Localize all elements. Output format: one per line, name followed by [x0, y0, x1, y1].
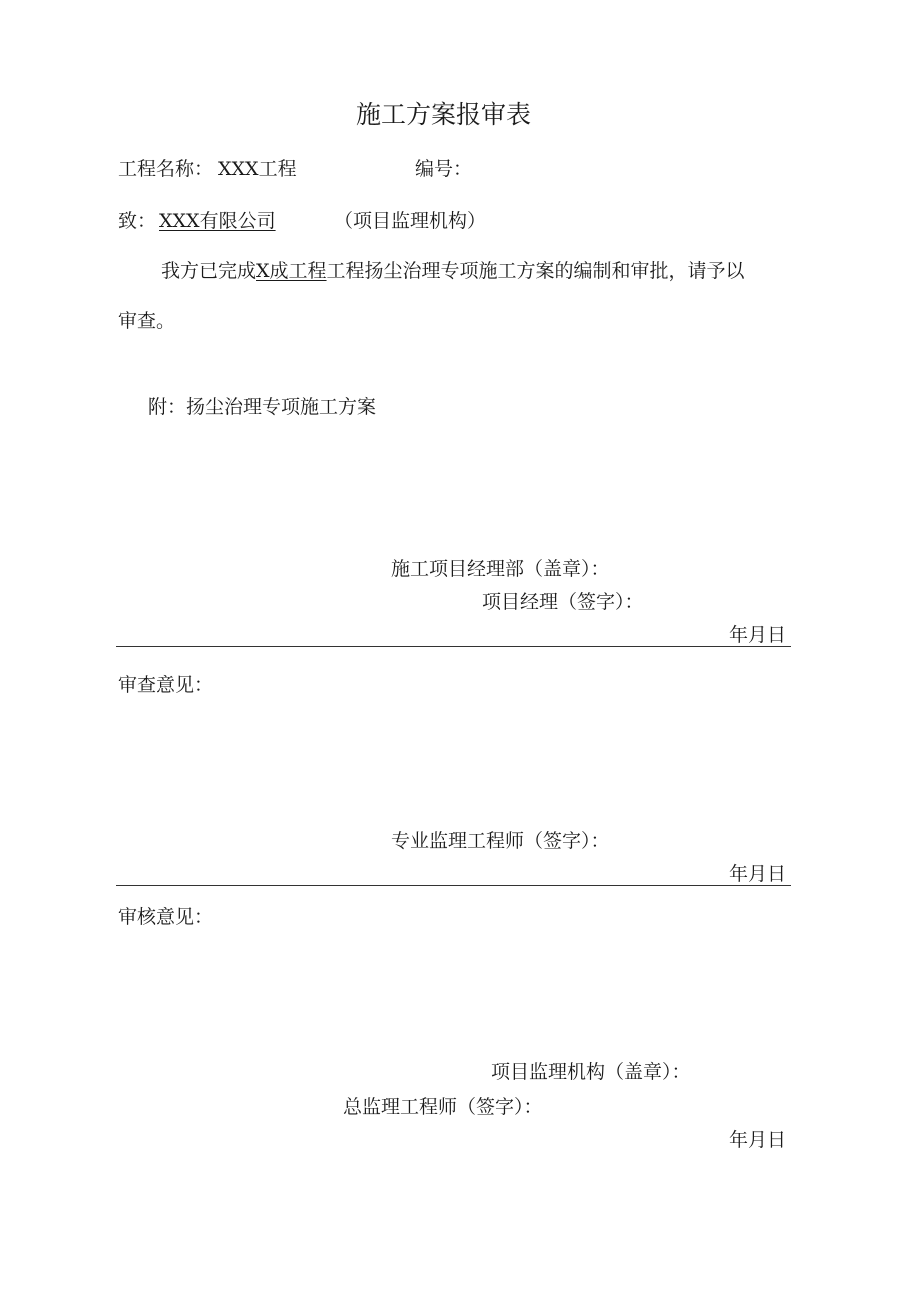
project-name-label: 工程名称： [118, 158, 214, 180]
supervision-org-seal-label: 项目监理机构（盖章）： [491, 1061, 691, 1083]
review-opinion-label: 审查意见： [118, 674, 214, 696]
body-rest: 工程扬尘治理专项施工方案的编制和审批，请予以 [326, 260, 745, 282]
project-name-value: XXX工程 [218, 158, 297, 180]
section3-date: 年月日 [729, 1129, 787, 1151]
number-label: 编号： [415, 158, 473, 180]
body-paragraph-line2: 审查。 [118, 310, 176, 332]
recipient-company: XXX有限公司 [159, 210, 276, 232]
recipient-org-note: （项目监理机构） [334, 210, 487, 232]
page-title: 施工方案报审表 [356, 100, 532, 129]
body-paragraph-line1 [161, 259, 745, 283]
section1-date: 年月日 [729, 624, 787, 646]
engineer-sign-label: 专业监理工程师（签字）： [391, 830, 610, 852]
contractor-seal-label: 施工项目经理部（盖章）： [391, 558, 610, 580]
chief-engineer-sign-label: 总监理工程师（签字）： [343, 1096, 543, 1118]
section2-date: 年月日 [729, 863, 787, 885]
project-manager-sign-label: 项目经理（签字）： [482, 591, 644, 613]
to-prefix: 致： [118, 210, 157, 232]
attachment-line: 附：扬尘治理专项施工方案 [148, 396, 377, 418]
body-project-fill: X成工程 [256, 260, 327, 282]
section-divider-2 [116, 885, 791, 886]
audit-opinion-label: 审核意见： [118, 906, 214, 928]
body-intro: 我方已完成 [161, 260, 257, 282]
section-divider-1 [116, 646, 791, 647]
